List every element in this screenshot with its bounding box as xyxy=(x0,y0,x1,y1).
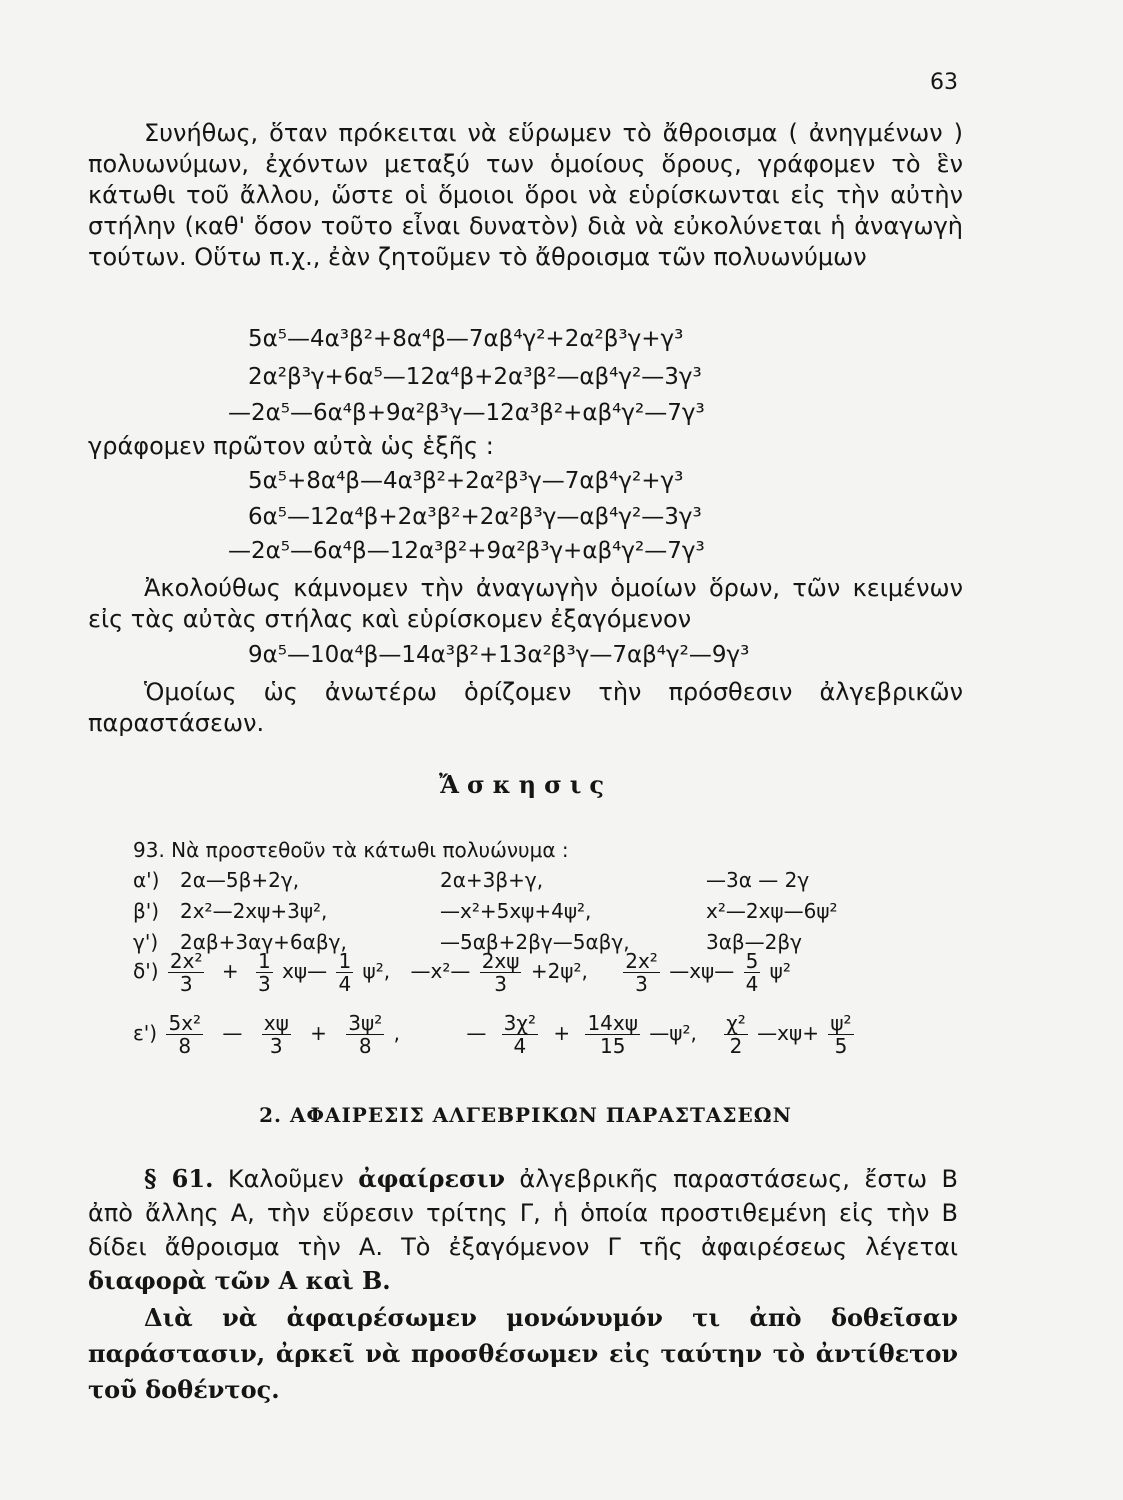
fraction: $\frac{2x\psi}{3}$ xyxy=(481,949,520,996)
fraction: $\frac{1}{3}$ xyxy=(257,949,271,996)
poly-1: 2x²—2xψ+3ψ², xyxy=(180,899,328,923)
fraction: $\frac{\text{3ψ²}}{8}$ xyxy=(348,1011,383,1058)
row-label: δ') xyxy=(133,959,159,983)
poly-3: 3αβ—2βγ xyxy=(706,930,802,954)
poly-3: —3α — 2γ xyxy=(706,868,810,892)
page-number: 63 xyxy=(930,70,958,95)
similarly-paragraph: Ὁμοίως ὡς ἀνωτέρω ὁρίζομεν τὴν πρόσθεσιν ἀλγεβρικῶν παραστάσεων. xyxy=(88,678,963,737)
intro-paragraph: Συνήθως, ὅταν πρόκειται νὰ εὕρωμεν τὸ ἄθροισμα ( ἀνηγμένων ) πολυωνύμων, ἐχόντων μεταξύ των ὁμοίους ὅρους, γράφομεν τὸ ἓν κάτωθι τοῦ ἄλλου, ὥστε οἱ ὅμοιοι ὅροι νὰ εὑρίσκωνται εἰς τὴν αὐτὴν στήλην (καθ' ὅσον τοῦτο εἶναι δυνατὸν) διὰ νὰ εὐκολύνεται ἡ ἀναγωγὴ τούτων. Οὕτω π.χ., ἐὰν ζητοῦμεν τὸ ἄθροισμα τῶν πολυωνύμων xyxy=(88,119,963,271)
poly-2: —5αβ+2βγ—5αβγ, xyxy=(440,930,630,954)
poly-given-1: 5α⁵—4α³β²+8α⁴β—7αβ⁴γ²+2α²β³γ+γ³ xyxy=(248,326,684,352)
exercise-row-b xyxy=(0,899,1123,929)
section-61-paragraph: § 61. Καλοῦμεν ἀφαίρεσιν ἀλγεβρικῆς παραστάσεως, ἔστω Β ἀπὸ ἄλλης Α, τὴν εὕρεσιν τρίτης Γ, ἡ ὁποία προστιθεμένη εἰς τὴν Β δίδει ἄθροισμα τὴν Α. Τὸ ἐξαγόμενον Γ τῆς ἀφαιρέσεως λέγεται διαφορὰ τῶν Α καὶ Β. xyxy=(88,1164,958,1295)
fraction: $\frac{5}{4}$ xyxy=(745,949,759,996)
write-first-text: γράφομεν πρῶτον αὐτὰ ὡς ἑξῆς : xyxy=(88,432,494,460)
fraction: $\frac{\text{5x²}}{8}$ xyxy=(168,1011,202,1058)
row-label: ε') xyxy=(133,1021,158,1045)
section-number: § 61. xyxy=(144,1164,214,1193)
row-label: β') xyxy=(133,899,160,923)
poly-2: 2α+3β+γ, xyxy=(440,868,544,892)
poly-aligned-2: 6α⁵—12α⁴β+2α³β²+2α²β³γ—αβ⁴γ²—3γ³ xyxy=(248,504,702,530)
fraction: $\frac{\text{χ²}}{2}$ xyxy=(726,1011,746,1058)
poly-given-3: —2α⁵—6α⁴β+9α²β³γ—12α³β²+αβ⁴γ²—7γ³ xyxy=(228,400,705,426)
exercise-row-a xyxy=(0,868,1123,898)
rule-paragraph: Διὰ νὰ ἀφαιρέσωμεν μονώνυμόν τι ἀπὸ δοθεῖσαν παράστασιν, ἀρκεῖ νὰ προσθέσωμεν εἰς ταύτην τὸ ἀντίθετον τοῦ δοθέντος. xyxy=(88,1303,958,1404)
poly-1: 2α—5β+2γ, xyxy=(180,868,300,892)
row-label: γ') xyxy=(133,930,159,954)
fraction: $\frac{1}{4}$ xyxy=(338,949,352,996)
fraction: $\frac{14x\psi}{15}$ xyxy=(587,1011,638,1058)
exercise-row-e: ε') $\frac{\text{5x²}}{8}$ — $\frac{x\psi}{3}$ + $\frac{\text{3ψ²}}{8}$ , — $\frac{\text{3χ²}}{4}$ + $\frac{14x\psi}{15}$ —ψ², $\frac{\text{χ²}}{2}$ —xψ+ $\frac{\text{ψ²}}{5}$ xyxy=(133,1011,852,1058)
exercise-row-d: δ') $\frac{\text{2x²}}{3}$ + $\frac{1}{3}$ xψ— $\frac{1}{4}$ ψ², —x²— $\frac{2x\psi}{3}$ +2ψ², $\frac{\text{2x²}}{3}$ —xψ— $\frac{5}{4}$ ψ² xyxy=(133,949,791,996)
result-poly: 9α⁵—10α⁴β—14α³β²+13α²β³γ—7αβ⁴γ²—9γ³ xyxy=(248,642,750,668)
poly-3: x²—2xψ—6ψ² xyxy=(706,899,838,923)
then-paragraph: Ἀκολούθως κάμνομεν τὴν ἀναγωγὴν ὁμοίων ὅρων, τῶν κειμένων εἰς τὰς αὐτὰς στήλας καὶ εὑρίσκομεν ἐξαγόμενον xyxy=(88,574,963,633)
poly-1: 2αβ+3αγ+6αβγ, xyxy=(180,930,347,954)
exercises-title: Ἄσκησις xyxy=(438,770,612,799)
fraction: $\frac{\text{3χ²}}{4}$ xyxy=(503,1011,536,1058)
section-title: 2. ΑΦΑΙΡΕΣΙΣ ΑΛΓΕΒΡΙΚΩΝ ΠΑΡΑΣΤΑΣΕΩΝ xyxy=(259,1103,792,1127)
term-difference: διαφορὰ τῶν Α καὶ Β. xyxy=(88,1266,391,1295)
poly-aligned-1: 5α⁵+8α⁴β—4α³β²+2α²β³γ—7αβ⁴γ²+γ³ xyxy=(248,468,684,494)
fraction: $\frac{\text{ψ²}}{5}$ xyxy=(830,1011,852,1058)
fraction: $\frac{\text{2x²}}{3}$ xyxy=(169,949,203,996)
poly-2: —x²+5xψ+4ψ², xyxy=(440,899,592,923)
row-label: α') xyxy=(133,868,160,892)
fraction: $\frac{\text{2x²}}{3}$ xyxy=(625,949,658,996)
exercise-prompt: 93. Νὰ προστεθοῦν τὰ κάτωθι πολυώνυμα : xyxy=(133,838,569,862)
poly-aligned-3: —2α⁵—6α⁴β—12α³β²+9α²β³γ+αβ⁴γ²—7γ³ xyxy=(228,538,705,564)
poly-given-2: 2α²β³γ+6α⁵—12α⁴β+2α³β²—αβ⁴γ²—3γ³ xyxy=(248,364,702,390)
fraction: $\frac{x\psi}{3}$ xyxy=(263,1011,289,1058)
term-subtraction: ἀφαίρεσιν xyxy=(358,1164,506,1193)
